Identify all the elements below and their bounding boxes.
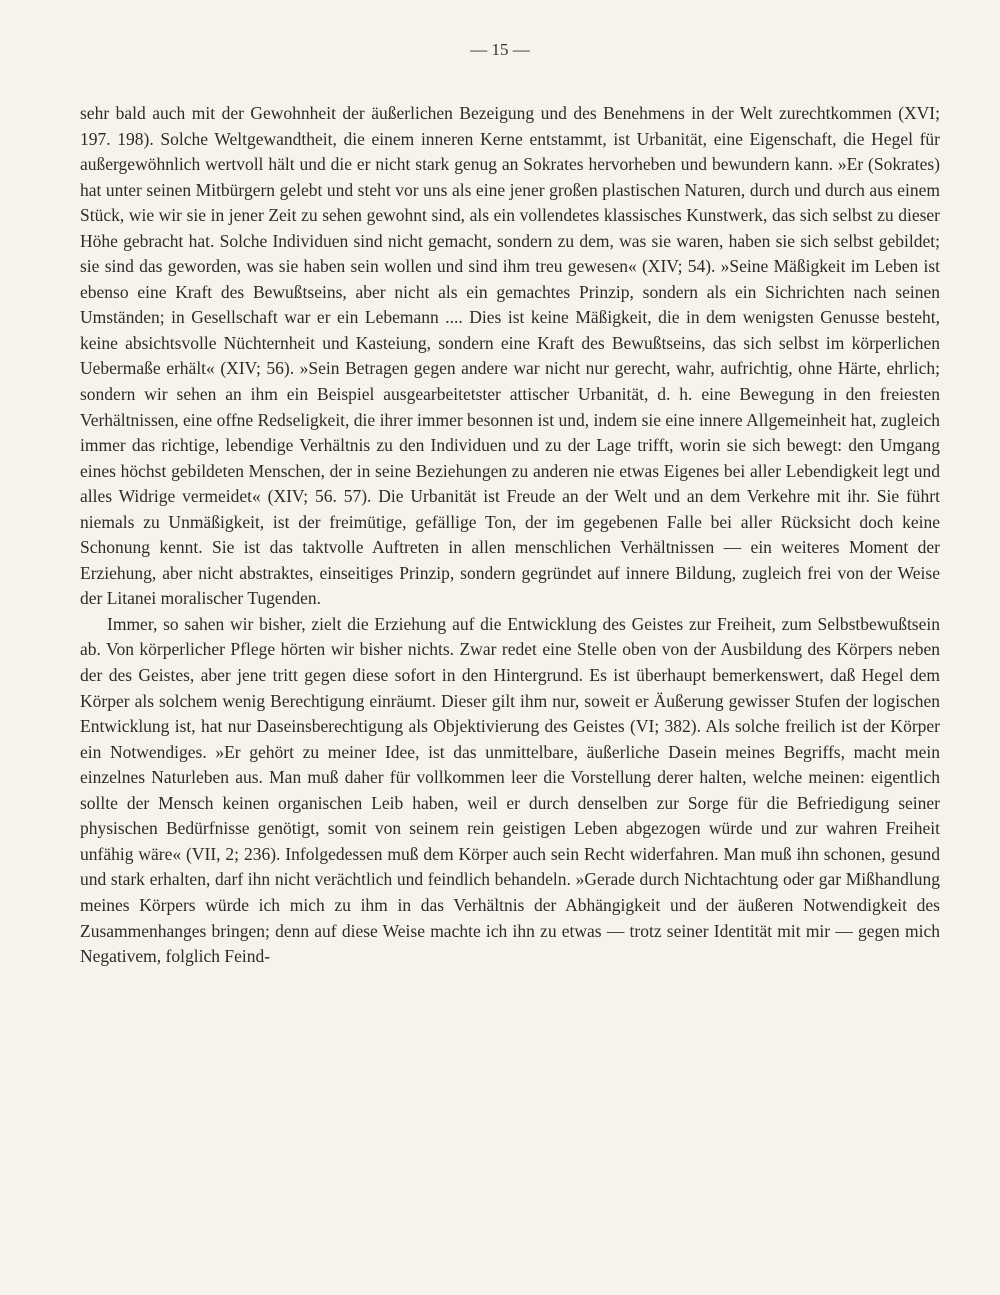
paragraph-2: Immer, so sahen wir bisher, zielt die Erziehung auf die Entwicklung des Geistes zur Freiheit, zum Selbstbewußtsein ab. Von körperlicher Pflege hörten wir bisher nichts. Zwar redet eine Stelle oben von der Ausbildung des Körpers neben der des Geistes, aber jene tritt gegen diese sofort in den Hintergrund. Es ist überhaupt bemerkenswert, daß Hegel dem Körper als solchem wenig Berechtigung einräumt. Dieser gilt ihm nur, soweit er Äußerung gewisser Stufen der logischen Entwicklung ist, hat nur Daseinsberechtigung als Objektivierung des Geistes (VI; 382). Als solche freilich ist der Körper ein Notwendiges. »Er gehört zu meiner Idee, ist das unmittelbare, äußerliche Dasein meines Begriffs, macht mein einzelnes Naturleben aus. Man muß daher für vollkommen leer die Vorstellung derer halten, welche meinen: eigentlich sollte der Mensch keinen organischen Leib haben, weil er durch denselben zur Sorge für die Befriedigung seiner physischen Bedürfnisse genötigt, somit von seinem rein geistigen Leben abgezogen würde und zur wahren Freiheit unfähig wäre« (VII, 2; 236). Infolgedessen muß dem Körper auch sein Recht widerfahren. Man muß ihn schonen, gesund und stark erhalten, darf ihn nicht verächtlich und feindlich behandeln. »Gerade durch Nichtachtung oder gar Mißhandlung meines Körpers würde ich mich zu ihm in das Verhältnis der Abhängigkeit und der äußeren Notwendigkeit des Zusammenhanges bringen; denn auf diese Weise machte ich ihn zu etwas — trotz seiner Identität mit mir — gegen mich Negativem, folglich Feind- — [80, 613, 940, 967]
page-body — [80, 101, 940, 970]
paragraph-1: sehr bald auch mit der Gewohnheit der äußerlichen Bezeigung und des Benehmens in der Welt zurechtkommen (XVI; 197. 198). Solche Weltgewandtheit, die einem inneren Kerne entstammt, ist Urbanität, eine Eigenschaft, die Hegel für außergewöhnlich wertvoll hält und die er nicht stark genug an Sokrates hervorheben und bewundern kann. »Er (Sokrates) hat unter seinen Mitbürgern gelebt und steht vor uns als eine jener großen plastischen Naturen, durch und durch aus einem Stück, wie wir sie in jener Zeit zu sehen gewohnt sind, als ein vollendetes klassisches Kunstwerk, das sich selbst zu dieser Höhe gebracht hat. Solche Individuen sind nicht gemacht, sondern zu dem, was sie waren, haben sie sich selbst gebildet; sie sind das geworden, was sie haben sein wollen und sind ihm treu gewesen« (XIV; 54). »Seine Mäßigkeit im Leben ist ebenso eine Kraft des Bewußtseins, aber nicht als ein gemachtes Prinzip, sondern als ein Sichrichten nach seinen Umständen; in Gesellschaft war er ein Lebemann .... Dies ist keine Mäßigkeit, die in dem wenigsten Genusse besteht, keine absichtsvolle Nüchternheit und Kasteiung, sondern eine Kraft des Bewußtseins, das sich selbst im körperlichen Uebermaße erhält« (XIV; 56). »Sein Betragen gegen andere war nicht nur gerecht, wahr, aufrichtig, ohne Härte, ehrlich; sondern wir sehen an ihm ein Beispiel ausgearbeitetster attischer Urbanität, d. h. eine Bewegung in den freiesten Verhältnissen, eine offne Redseligkeit, die ihrer immer besonnen ist und, indem sie eine innere Allgemeinheit hat, zugleich immer das richtige, lebendige Verhältnis zu den Individuen und zu der Lage trifft, worin sie sich bewegt: den Umgang eines höchst gebildeten Menschen, der in seine Beziehungen zu anderen nie etwas Eigenes bei aller Lebendigkeit legt und alles Widrige vermeidet« (XIV; 56. 57). Die Urbanität ist Freude an der Welt und an dem Verkehre mit ihr. Sie führt niemals zu Unmäßigkeit, ist der freimütige, gefällige Ton, der im gegebenen Falle bei aller Rücksicht doch keine Schonung kennt. Sie ist das taktvolle Auftreten in allen menschlichen Verhältnissen — ein weiteres Moment der Erziehung, aber nicht abstraktes, einseitiges Prinzip, sondern gegründet auf innere Bildung, zugleich frei von der Weise der Litanei moralischer Tugenden. — [80, 103, 940, 609]
page-number: — 15 — — [470, 40, 530, 59]
